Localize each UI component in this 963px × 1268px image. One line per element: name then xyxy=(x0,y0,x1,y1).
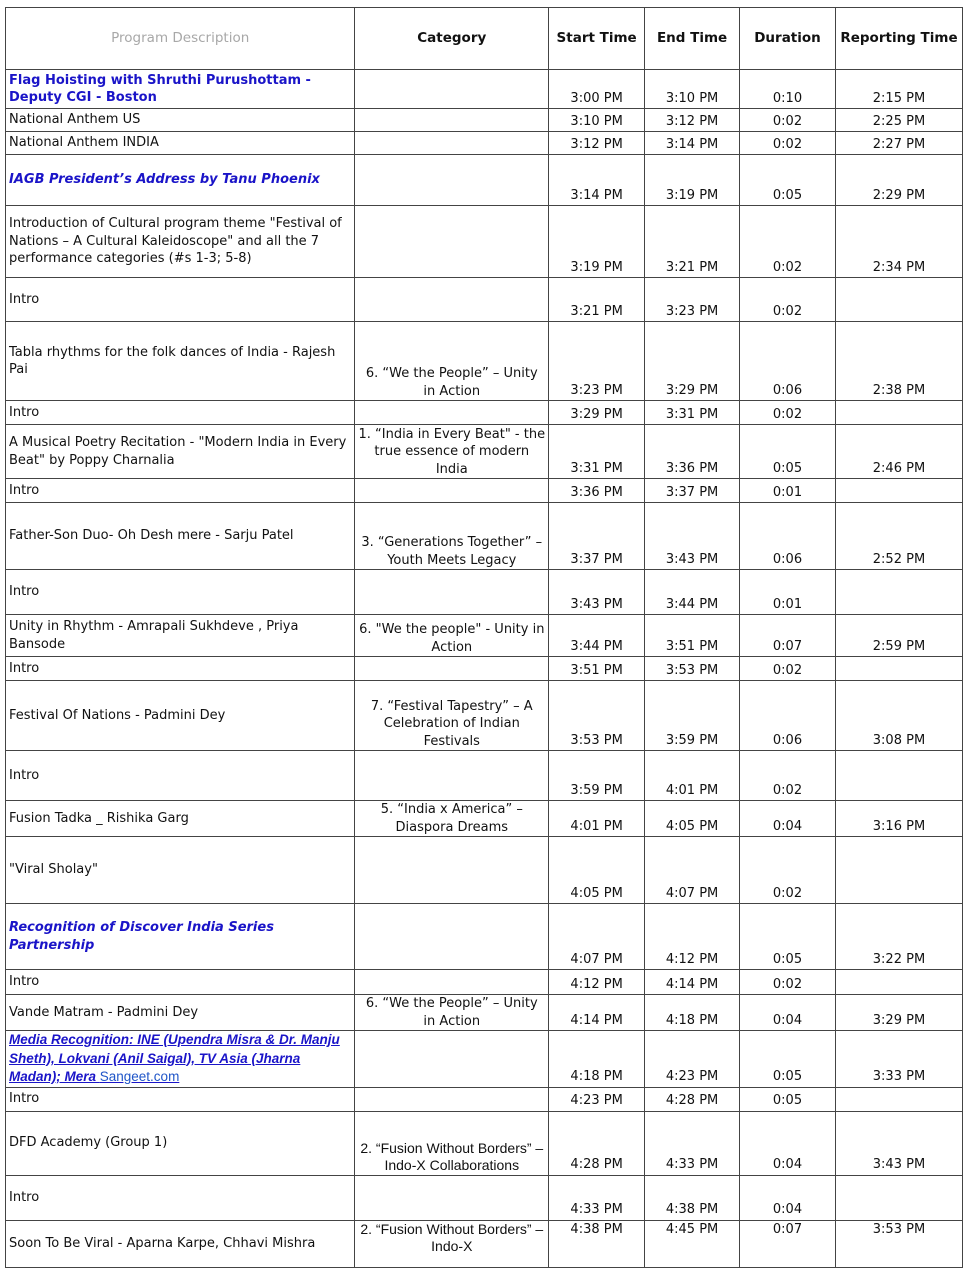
category-cell xyxy=(355,155,549,206)
table-row xyxy=(6,904,963,970)
program-description-cell xyxy=(6,109,355,132)
program-description: Fusion Tadka _ Rishika Garg xyxy=(9,810,189,826)
start-time-cell: 4:12 PM xyxy=(549,970,645,995)
duration-cell: 0:05 xyxy=(740,1087,836,1111)
start-time-cell: 3:44 PM xyxy=(549,615,645,657)
start-time-cell: 4:05 PM xyxy=(549,837,645,904)
program-description: Intro xyxy=(9,482,40,498)
program-description: DFD Academy (Group 1) xyxy=(9,1135,168,1151)
program-description-cell xyxy=(6,401,355,425)
reporting-time-cell: 2:34 PM xyxy=(835,206,962,278)
duration-cell: 0:02 xyxy=(740,109,836,132)
reporting-time-cell: 2:52 PM xyxy=(835,503,962,570)
program-description-cell xyxy=(6,155,355,206)
category-cell: 6. "We the people" - Unity in Action xyxy=(355,615,549,657)
program-description: A Musical Poetry Recitation - "Modern India in Every Beat" by Poppy Charnalia xyxy=(9,435,347,468)
start-time-cell: 3:59 PM xyxy=(549,751,645,801)
table-row xyxy=(6,322,963,401)
program-description-cell xyxy=(6,425,355,479)
end-time-cell: 4:23 PM xyxy=(645,1031,740,1088)
start-time-cell: 3:43 PM xyxy=(549,570,645,615)
start-time-cell: 3:29 PM xyxy=(549,401,645,425)
category-cell xyxy=(355,479,549,503)
header-end-time: End Time xyxy=(645,8,740,70)
table-row xyxy=(6,503,963,570)
duration-cell: 0:02 xyxy=(740,401,836,425)
start-time-cell: 3:31 PM xyxy=(549,425,645,479)
header-start-time: Start Time xyxy=(549,8,645,70)
table-row xyxy=(6,1220,963,1267)
end-time-cell: 3:12 PM xyxy=(645,109,740,132)
end-time-cell: 3:29 PM xyxy=(645,322,740,401)
end-time-cell: 4:45 PM xyxy=(645,1220,740,1267)
program-description-cell xyxy=(6,570,355,615)
program-description-cell xyxy=(6,995,355,1031)
reporting-time-cell: 3:43 PM xyxy=(835,1111,962,1175)
reporting-time-cell xyxy=(835,1087,962,1111)
program-description-cell xyxy=(6,132,355,155)
category-cell: 2. “Fusion Without Borders” – Indo-X Collaborations xyxy=(355,1111,549,1175)
reporting-time-cell xyxy=(835,401,962,425)
table-row xyxy=(6,751,963,801)
start-time-cell: 4:14 PM xyxy=(549,995,645,1031)
end-time-cell: 4:18 PM xyxy=(645,995,740,1031)
end-time-cell: 4:05 PM xyxy=(645,801,740,837)
start-time-cell: 4:33 PM xyxy=(549,1175,645,1220)
category-cell xyxy=(355,132,549,155)
category-cell xyxy=(355,657,549,681)
duration-cell: 0:04 xyxy=(740,801,836,837)
program-description: Recognition of Discover India Series Partnership xyxy=(9,920,274,953)
end-time-cell: 4:01 PM xyxy=(645,751,740,801)
start-time-cell: 3:36 PM xyxy=(549,479,645,503)
reporting-time-cell: 3:53 PM xyxy=(835,1220,962,1267)
reporting-time-cell: 2:59 PM xyxy=(835,615,962,657)
program-description: Introduction of Cultural program theme "Festival of Nations – A Cultural Kaleidoscope" and all the 7 performance categories (#s 1-3; 5-8) xyxy=(9,216,342,267)
duration-cell: 0:06 xyxy=(740,681,836,751)
duration-cell: 0:05 xyxy=(740,425,836,479)
duration-cell: 0:02 xyxy=(740,206,836,278)
program-description-cell xyxy=(6,970,355,995)
end-time-cell: 3:14 PM xyxy=(645,132,740,155)
end-time-cell: 4:12 PM xyxy=(645,904,740,970)
end-time-cell: 3:43 PM xyxy=(645,503,740,570)
end-time-cell: 3:51 PM xyxy=(645,615,740,657)
reporting-time-cell xyxy=(835,837,962,904)
program-description-cell xyxy=(6,1111,355,1175)
reporting-time-cell: 2:46 PM xyxy=(835,425,962,479)
table-row xyxy=(6,479,963,503)
duration-cell: 0:02 xyxy=(740,132,836,155)
category-cell xyxy=(355,751,549,801)
reporting-time-cell xyxy=(835,970,962,995)
duration-cell: 0:07 xyxy=(740,615,836,657)
end-time-cell: 3:37 PM xyxy=(645,479,740,503)
table-row xyxy=(6,132,963,155)
program-description-cell xyxy=(6,801,355,837)
table-row xyxy=(6,970,963,995)
end-time-cell: 3:59 PM xyxy=(645,681,740,751)
start-time-cell: 3:00 PM xyxy=(549,70,645,109)
reporting-time-cell: 2:25 PM xyxy=(835,109,962,132)
header-duration: Duration xyxy=(740,8,836,70)
end-time-cell: 3:31 PM xyxy=(645,401,740,425)
start-time-cell: 3:53 PM xyxy=(549,681,645,751)
program-description: Intro xyxy=(9,291,40,307)
reporting-time-cell xyxy=(835,657,962,681)
duration-cell: 0:01 xyxy=(740,479,836,503)
duration-cell: 0:06 xyxy=(740,322,836,401)
end-time-cell: 4:33 PM xyxy=(645,1111,740,1175)
program-description: Intro xyxy=(9,584,40,600)
reporting-time-cell xyxy=(835,751,962,801)
category-cell xyxy=(355,206,549,278)
duration-cell: 0:02 xyxy=(740,278,836,322)
start-time-cell: 3:37 PM xyxy=(549,503,645,570)
end-time-cell: 4:07 PM xyxy=(645,837,740,904)
table-row xyxy=(6,995,963,1031)
table-row xyxy=(6,278,963,322)
program-description: Vande Matram - Padmini Dey xyxy=(9,1004,199,1020)
end-time-cell: 3:19 PM xyxy=(645,155,740,206)
media-recognition-text[interactable] xyxy=(9,1032,340,1084)
table-row xyxy=(6,570,963,615)
program-description-cell xyxy=(6,657,355,681)
table-row xyxy=(6,70,963,109)
table-row xyxy=(6,1175,963,1220)
program-description-cell xyxy=(6,751,355,801)
table-row xyxy=(6,425,963,479)
table-row xyxy=(6,1087,963,1111)
start-time-cell: 3:19 PM xyxy=(549,206,645,278)
reporting-time-cell: 2:38 PM xyxy=(835,322,962,401)
duration-cell: 0:02 xyxy=(740,970,836,995)
end-time-cell: 3:21 PM xyxy=(645,206,740,278)
program-description-cell xyxy=(6,70,355,109)
category-cell xyxy=(355,1031,549,1088)
start-time-cell: 4:18 PM xyxy=(549,1031,645,1088)
program-description-cell xyxy=(6,503,355,570)
start-time-cell: 3:21 PM xyxy=(549,278,645,322)
start-time-cell: 3:51 PM xyxy=(549,657,645,681)
table-row xyxy=(6,1111,963,1175)
program-description: Intro xyxy=(9,404,40,420)
start-time-cell: 3:14 PM xyxy=(549,155,645,206)
program-description: Intro xyxy=(9,767,40,783)
category-cell xyxy=(355,278,549,322)
header-row xyxy=(6,8,963,70)
reporting-time-cell xyxy=(835,570,962,615)
sangeet-com-link[interactable]: Sangeet.com xyxy=(99,1069,180,1084)
table-row xyxy=(6,206,963,278)
program-description-cell xyxy=(6,1220,355,1267)
program-description: National Anthem US xyxy=(9,112,141,128)
end-time-cell: 4:38 PM xyxy=(645,1175,740,1220)
program-description: Unity in Rhythm - Amrapali Sukhdeve , Priya Bansode xyxy=(9,619,299,652)
start-time-cell: 4:23 PM xyxy=(549,1087,645,1111)
duration-cell: 0:05 xyxy=(740,904,836,970)
program-description-cell xyxy=(6,322,355,401)
program-description-cell xyxy=(6,681,355,751)
duration-cell: 0:10 xyxy=(740,70,836,109)
duration-cell: 0:04 xyxy=(740,1111,836,1175)
table-row xyxy=(6,801,963,837)
table-row xyxy=(6,681,963,751)
reporting-time-cell xyxy=(835,479,962,503)
table-row xyxy=(6,837,963,904)
reporting-time-cell: 2:15 PM xyxy=(835,70,962,109)
category-cell xyxy=(355,837,549,904)
reporting-time-cell xyxy=(835,278,962,322)
duration-cell: 0:06 xyxy=(740,503,836,570)
start-time-cell: 3:23 PM xyxy=(549,322,645,401)
program-description: Tabla rhythms for the folk dances of India - Rajesh Pai xyxy=(9,344,336,377)
program-description-cell xyxy=(6,479,355,503)
category-cell xyxy=(355,970,549,995)
program-description: Soon To Be Viral - Aparna Karpe, Chhavi Mishra xyxy=(9,1235,316,1251)
category-cell: 6. “We the People” – Unity in Action xyxy=(355,322,549,401)
category-cell xyxy=(355,570,549,615)
program-description-cell xyxy=(6,904,355,970)
reporting-time-cell: 3:29 PM xyxy=(835,995,962,1031)
reporting-time-cell: 2:27 PM xyxy=(835,132,962,155)
start-time-cell: 4:07 PM xyxy=(549,904,645,970)
category-cell: 3. “Generations Together” – Youth Meets Legacy xyxy=(355,503,549,570)
header-program-description: Program Description xyxy=(6,8,355,70)
program-description-cell xyxy=(6,1087,355,1111)
program-description: Flag Hoisting with Shruthi Purushottam - Deputy CGI - Boston xyxy=(9,72,311,105)
end-time-cell: 4:14 PM xyxy=(645,970,740,995)
reporting-time-cell: 3:16 PM xyxy=(835,801,962,837)
duration-cell: 0:04 xyxy=(740,995,836,1031)
table-row xyxy=(6,155,963,206)
duration-cell: 0:07 xyxy=(740,1220,836,1267)
table-row xyxy=(6,1031,963,1088)
reporting-time-cell xyxy=(835,1175,962,1220)
end-time-cell: 3:10 PM xyxy=(645,70,740,109)
reporting-time-cell: 3:08 PM xyxy=(835,681,962,751)
duration-cell: 0:05 xyxy=(740,1031,836,1088)
header-category: Category xyxy=(355,8,549,70)
program-description-cell xyxy=(6,837,355,904)
category-cell xyxy=(355,70,549,109)
program-description: Intro xyxy=(9,974,40,990)
start-time-cell: 3:10 PM xyxy=(549,109,645,132)
duration-cell: 0:02 xyxy=(740,751,836,801)
program-description: National Anthem INDIA xyxy=(9,135,159,151)
table-row xyxy=(6,657,963,681)
program-description-cell xyxy=(6,278,355,322)
category-cell xyxy=(355,401,549,425)
table-row xyxy=(6,401,963,425)
reporting-time-cell: 3:33 PM xyxy=(835,1031,962,1088)
end-time-cell: 3:44 PM xyxy=(645,570,740,615)
category-cell xyxy=(355,109,549,132)
program-description-cell xyxy=(6,1175,355,1220)
category-cell: 2. “Fusion Without Borders” – Indo-X xyxy=(355,1220,549,1267)
table-row xyxy=(6,109,963,132)
program-description: Festival Of Nations - Padmini Dey xyxy=(9,707,226,723)
category-cell: 6. “We the People” – Unity in Action xyxy=(355,995,549,1031)
end-time-cell: 3:53 PM xyxy=(645,657,740,681)
program-description: Intro xyxy=(9,660,40,676)
duration-cell: 0:02 xyxy=(740,837,836,904)
program-description-cell xyxy=(6,206,355,278)
header-reporting-time: Reporting Time xyxy=(835,8,962,70)
duration-cell: 0:01 xyxy=(740,570,836,615)
start-time-cell: 4:01 PM xyxy=(549,801,645,837)
category-cell xyxy=(355,1087,549,1111)
program-description-cell[interactable] xyxy=(6,1031,355,1088)
end-time-cell: 3:23 PM xyxy=(645,278,740,322)
category-cell xyxy=(355,904,549,970)
table-row xyxy=(6,615,963,657)
category-cell xyxy=(355,1175,549,1220)
duration-cell: 0:05 xyxy=(740,155,836,206)
category-cell: 5. “India x America” – Diaspora Dreams xyxy=(355,801,549,837)
start-time-cell: 4:38 PM xyxy=(549,1220,645,1267)
program-description: IAGB President’s Address by Tanu Phoenix xyxy=(9,172,320,188)
reporting-time-cell: 2:29 PM xyxy=(835,155,962,206)
duration-cell: 0:02 xyxy=(740,657,836,681)
program-description: Intro xyxy=(9,1189,40,1205)
program-description-cell xyxy=(6,615,355,657)
start-time-cell: 4:28 PM xyxy=(549,1111,645,1175)
media-recognition-link[interactable]: Media Recognition: INE (Upendra Misra & Dr. Manju Sheth), Lokvani (Anil Saigal), TV Asia (Jharna Madan); Mera xyxy=(9,1032,340,1084)
reporting-time-cell: 3:22 PM xyxy=(835,904,962,970)
category-cell: 7. “Festival Tapestry” – A Celebration of Indian Festivals xyxy=(355,681,549,751)
end-time-cell: 3:36 PM xyxy=(645,425,740,479)
program-description: "Viral Sholay" xyxy=(9,862,98,878)
duration-cell: 0:04 xyxy=(740,1175,836,1220)
category-cell: 1. “India in Every Beat" - the true essence of modern India xyxy=(355,425,549,479)
program-schedule-table xyxy=(5,7,963,1268)
start-time-cell: 3:12 PM xyxy=(549,132,645,155)
end-time-cell: 4:28 PM xyxy=(645,1087,740,1111)
program-description: Father-Son Duo- Oh Desh mere - Sarju Patel xyxy=(9,528,294,544)
program-description: Intro xyxy=(9,1091,40,1107)
